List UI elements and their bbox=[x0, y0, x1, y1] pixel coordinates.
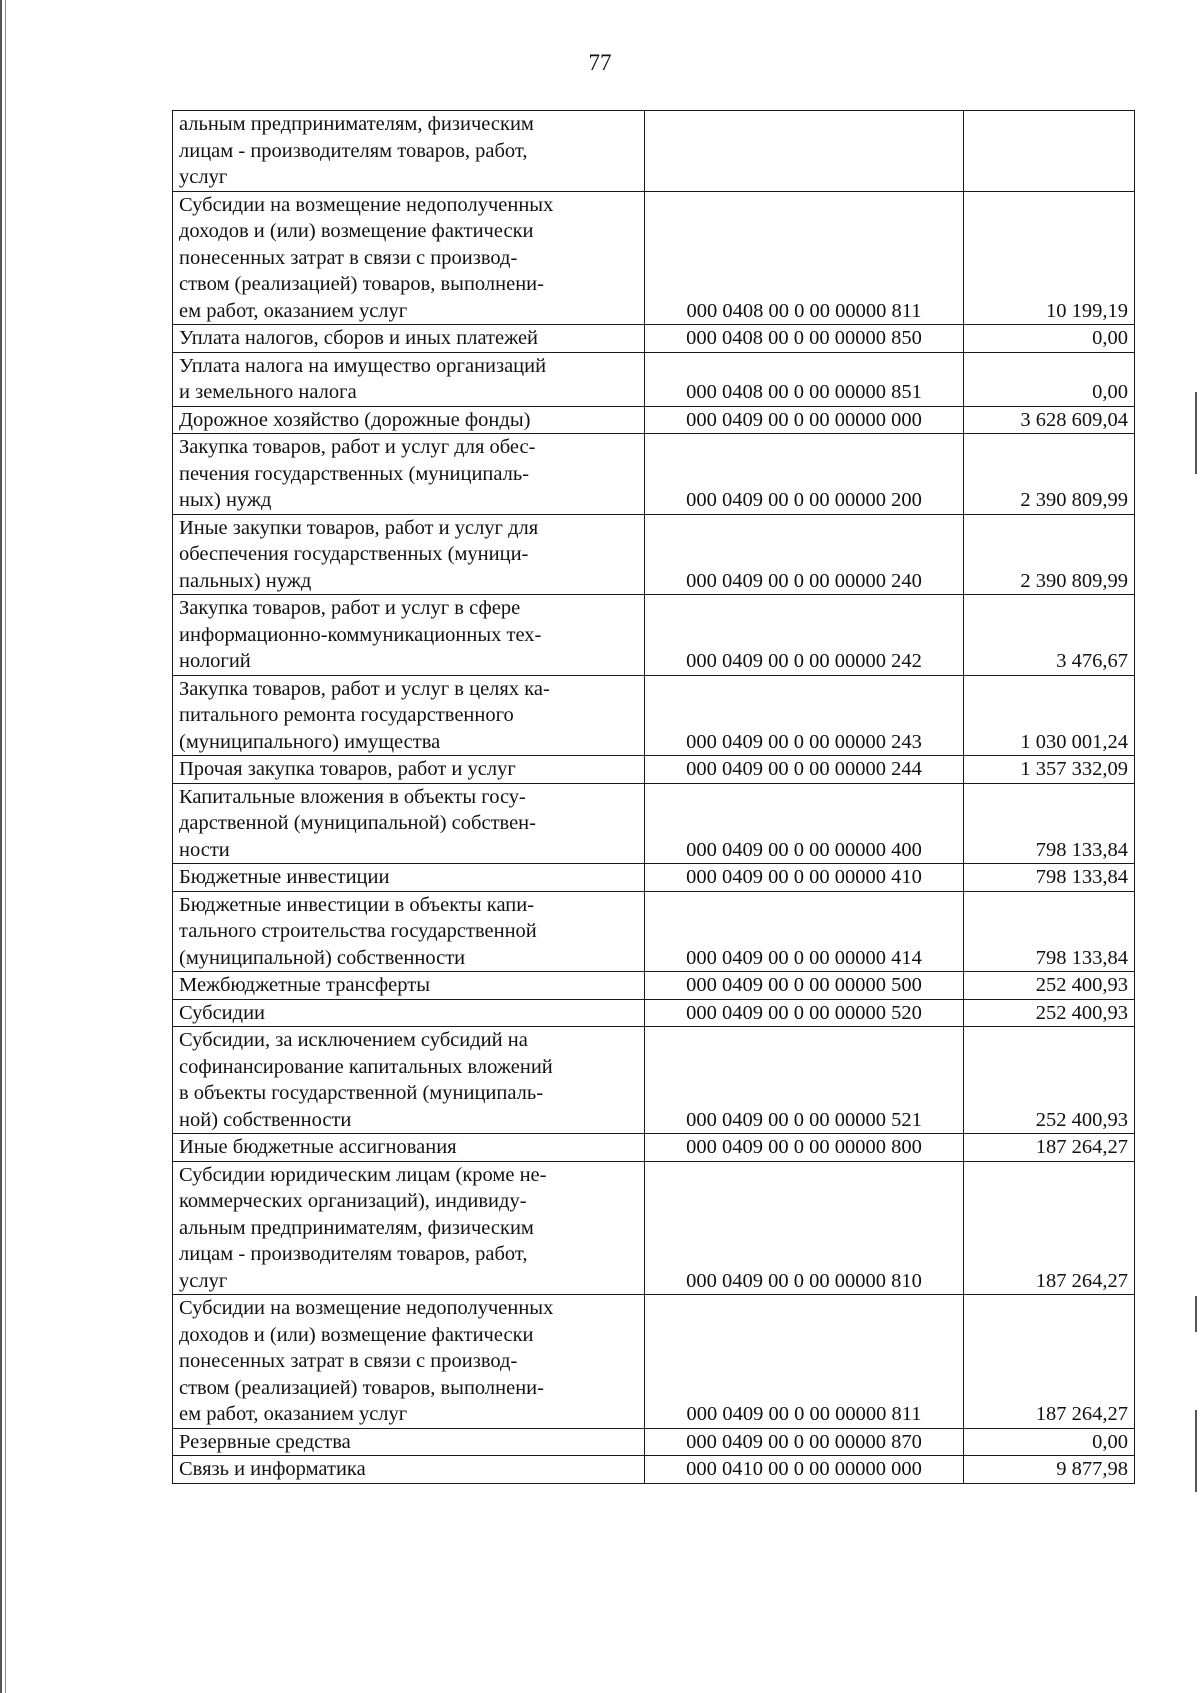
expense-name-line: Бюджетные инвестиции в объекты капи- bbox=[179, 893, 535, 916]
scan-mark bbox=[1195, 1410, 1197, 1492]
expense-name-line: дарственной (муниципальной) собствен- bbox=[179, 812, 536, 834]
expense-name-line: услуг bbox=[179, 1269, 228, 1292]
table-row bbox=[173, 675, 1135, 756]
expense-name-cell bbox=[173, 783, 645, 864]
budget-table-body bbox=[173, 111, 1135, 1484]
table-row bbox=[173, 783, 1135, 864]
expense-name-line: (муниципального) имущества bbox=[179, 730, 441, 753]
expense-name-cell bbox=[173, 1161, 645, 1295]
expense-name-line: Закупка товаров, работ и услуг в целях ка- bbox=[179, 677, 550, 700]
expense-name-cell bbox=[173, 1428, 645, 1456]
table-row bbox=[173, 972, 1135, 1000]
expense-name-line: Иные бюджетные ассигнования bbox=[179, 1136, 457, 1158]
expense-name-line: обеспечения государственных (муници- bbox=[179, 543, 529, 565]
expense-name-cell bbox=[173, 999, 645, 1027]
expense-name-line: услуг bbox=[179, 166, 228, 188]
expense-name-line: понесенных затрат в связи с производ- bbox=[179, 246, 518, 269]
expense-name-line: нологий bbox=[179, 650, 251, 672]
expense-name-line: ных) нужд bbox=[179, 489, 272, 511]
amount-cell: 1 357 332,09 bbox=[964, 756, 1135, 784]
amount-cell: 2 390 809,99 bbox=[964, 434, 1135, 515]
budget-code-cell bbox=[645, 111, 964, 192]
expense-name-cell bbox=[173, 352, 645, 406]
budget-code-cell: 000 0409 00 0 00 00000 800 bbox=[645, 1134, 964, 1162]
expense-name-cell bbox=[173, 972, 645, 1000]
expense-name-line: понесенных затрат в связи с производ- bbox=[179, 1350, 518, 1372]
scan-mark bbox=[1195, 1296, 1197, 1332]
expense-name-cell bbox=[173, 111, 645, 192]
expense-name-line: Уплата налога на имущество организаций bbox=[179, 354, 547, 377]
expense-name-line: информационно-коммуникационных тех- bbox=[179, 623, 542, 646]
amount-cell: 798 133,84 bbox=[964, 864, 1135, 892]
budget-code-cell: 000 0408 00 0 00 00000 851 bbox=[645, 352, 964, 406]
expense-name-line: Иные закупки товаров, работ и услуг для bbox=[179, 516, 539, 539]
table-row bbox=[173, 111, 1135, 192]
expense-name-cell bbox=[173, 325, 645, 353]
table-row bbox=[173, 864, 1135, 892]
expense-name-cell bbox=[173, 864, 645, 892]
expense-name-line: альным предпринимателям, физическим bbox=[179, 1216, 534, 1239]
amount-cell: 0,00 bbox=[964, 352, 1135, 406]
table-row bbox=[173, 1428, 1135, 1456]
amount-cell: 187 264,27 bbox=[964, 1161, 1135, 1295]
table-row bbox=[173, 891, 1135, 972]
budget-code-cell: 000 0408 00 0 00 00000 850 bbox=[645, 325, 964, 353]
expense-name-line: в объекты государственной (муниципаль- bbox=[179, 1082, 544, 1104]
table-row bbox=[173, 325, 1135, 353]
amount-cell: 252 400,93 bbox=[964, 999, 1135, 1027]
budget-code-cell: 000 0409 00 0 00 00000 400 bbox=[645, 783, 964, 864]
expense-name-cell bbox=[173, 1027, 645, 1134]
budget-code-cell: 000 0409 00 0 00 00000 811 bbox=[645, 1295, 964, 1429]
amount-cell: 187 264,27 bbox=[964, 1134, 1135, 1162]
amount-cell: 3 476,67 bbox=[964, 595, 1135, 676]
amount-cell: 798 133,84 bbox=[964, 783, 1135, 864]
expense-name-line: и земельного налога bbox=[179, 381, 357, 403]
table-row bbox=[173, 999, 1135, 1027]
expense-name-line: Субсидии, за исключением субсидий на bbox=[179, 1029, 528, 1051]
amount-cell: 187 264,27 bbox=[964, 1295, 1135, 1429]
expense-name-line: ной) собственности bbox=[179, 1108, 352, 1131]
scan-mark bbox=[1195, 392, 1197, 474]
amount-cell: 10 199,19 bbox=[964, 191, 1135, 325]
table-row bbox=[173, 756, 1135, 784]
table-row bbox=[173, 406, 1135, 434]
expense-name-line: лицам - производителям товаров, работ, bbox=[179, 1243, 528, 1265]
scan-left-edge bbox=[0, 0, 6, 1693]
expense-name-line: Субсидии bbox=[179, 1001, 266, 1024]
table-row bbox=[173, 1027, 1135, 1134]
expense-name-cell bbox=[173, 406, 645, 434]
expense-name-line: доходов и (или) возмещение фактически bbox=[179, 220, 534, 242]
expense-name-line: тального строительства государственной bbox=[179, 920, 537, 942]
amount-cell: 2 390 809,99 bbox=[964, 514, 1135, 595]
amount-cell: 1 030 001,24 bbox=[964, 675, 1135, 756]
expense-name-cell bbox=[173, 891, 645, 972]
expense-name-line: Субсидии на возмещение недополученных bbox=[179, 1297, 554, 1319]
expense-name-cell bbox=[173, 595, 645, 676]
expense-name-cell bbox=[173, 434, 645, 515]
expense-name-line: ством (реализацией) товаров, выполнени- bbox=[179, 273, 544, 295]
table-row bbox=[173, 191, 1135, 325]
expense-name-line: коммерческих организаций), индивиду- bbox=[179, 1190, 527, 1212]
budget-code-cell: 000 0408 00 0 00 00000 811 bbox=[645, 191, 964, 325]
expense-name-cell bbox=[173, 514, 645, 595]
budget-code-cell: 000 0409 00 0 00 00000 200 bbox=[645, 434, 964, 515]
expense-name-line: ем работ, оказанием услуг bbox=[179, 299, 408, 322]
expense-name-line: Дорожное хозяйство (дорожные фонды) bbox=[179, 408, 531, 431]
expense-name-line: Связь и информатика bbox=[179, 1458, 366, 1480]
expense-name-line: Капитальные вложения в объекты госу- bbox=[179, 785, 526, 808]
budget-code-cell: 000 0409 00 0 00 00000 243 bbox=[645, 675, 964, 756]
expense-name-line: Закупка товаров, работ и услуг в сфере bbox=[179, 597, 521, 619]
amount-cell: 252 400,93 bbox=[964, 1027, 1135, 1134]
amount-cell: 798 133,84 bbox=[964, 891, 1135, 972]
expense-name-cell bbox=[173, 756, 645, 784]
budget-code-cell: 000 0409 00 0 00 00000 521 bbox=[645, 1027, 964, 1134]
budget-code-cell: 000 0409 00 0 00 00000 870 bbox=[645, 1428, 964, 1456]
expense-name-line: альным предпринимателям, физическим bbox=[179, 113, 534, 135]
page-number: 77 bbox=[588, 50, 612, 75]
table-row bbox=[173, 514, 1135, 595]
table-row bbox=[173, 1456, 1135, 1484]
budget-code-cell: 000 0409 00 0 00 00000 500 bbox=[645, 972, 964, 1000]
budget-code-cell: 000 0409 00 0 00 00000 410 bbox=[645, 864, 964, 892]
amount-cell bbox=[964, 111, 1135, 192]
amount-cell: 0,00 bbox=[964, 1428, 1135, 1456]
table-row bbox=[173, 434, 1135, 515]
expense-name-line: Резервные средства bbox=[179, 1430, 351, 1453]
budget-code-cell: 000 0409 00 0 00 00000 810 bbox=[645, 1161, 964, 1295]
budget-code-cell: 000 0409 00 0 00 00000 242 bbox=[645, 595, 964, 676]
expense-name-cell bbox=[173, 1456, 645, 1484]
table-row bbox=[173, 352, 1135, 406]
expense-name-line: Межбюджетные трансферты bbox=[179, 974, 430, 996]
expense-name-line: (муниципальной) собственности bbox=[179, 946, 466, 969]
expense-name-line: ством (реализацией) товаров, выполнени- bbox=[179, 1376, 544, 1399]
expense-name-line: ем работ, оказанием услуг bbox=[179, 1403, 408, 1425]
budget-code-cell: 000 0409 00 0 00 00000 240 bbox=[645, 514, 964, 595]
expense-name-cell bbox=[173, 191, 645, 325]
expense-name-line: печения государственных (муниципаль- bbox=[179, 462, 530, 485]
table-row bbox=[173, 1134, 1135, 1162]
table-row bbox=[173, 1161, 1135, 1295]
budget-code-cell: 000 0409 00 0 00 00000 000 bbox=[645, 406, 964, 434]
budget-table bbox=[172, 110, 1135, 1484]
expense-name-cell bbox=[173, 1134, 645, 1162]
expense-name-line: лицам - производителям товаров, работ, bbox=[179, 139, 528, 162]
budget-code-cell: 000 0409 00 0 00 00000 414 bbox=[645, 891, 964, 972]
expense-name-line: Субсидии юридическим лицам (кроме не- bbox=[179, 1163, 547, 1186]
expense-name-line: Закупка товаров, работ и услуг для обес- bbox=[179, 436, 536, 458]
amount-cell: 9 877,98 bbox=[964, 1456, 1135, 1484]
expense-name-line: Прочая закупка товаров, работ и услуг bbox=[179, 758, 516, 780]
expense-name-line: Субсидии на возмещение недополученных bbox=[179, 193, 554, 216]
table-row bbox=[173, 1295, 1135, 1429]
amount-cell: 252 400,93 bbox=[964, 972, 1135, 1000]
amount-cell: 0,00 bbox=[964, 325, 1135, 353]
expense-name-line: софинансирование капитальных вложений bbox=[179, 1055, 553, 1078]
expense-name-line: ности bbox=[179, 838, 230, 861]
budget-code-cell: 000 0409 00 0 00 00000 244 bbox=[645, 756, 964, 784]
expense-name-line: пальных) нужд bbox=[179, 569, 312, 592]
table-row bbox=[173, 595, 1135, 676]
budget-code-cell: 000 0409 00 0 00 00000 520 bbox=[645, 999, 964, 1027]
expense-name-line: Уплата налогов, сборов и иных платежей bbox=[179, 327, 539, 349]
expense-name-line: Бюджетные инвестиции bbox=[179, 866, 390, 888]
expense-name-line: доходов и (или) возмещение фактически bbox=[179, 1323, 534, 1346]
budget-code-cell: 000 0410 00 0 00 00000 000 bbox=[645, 1456, 964, 1484]
amount-cell: 3 628 609,04 bbox=[964, 406, 1135, 434]
expense-name-cell bbox=[173, 675, 645, 756]
expense-name-cell bbox=[173, 1295, 645, 1429]
expense-name-line: питального ремонта государственного bbox=[179, 704, 514, 726]
